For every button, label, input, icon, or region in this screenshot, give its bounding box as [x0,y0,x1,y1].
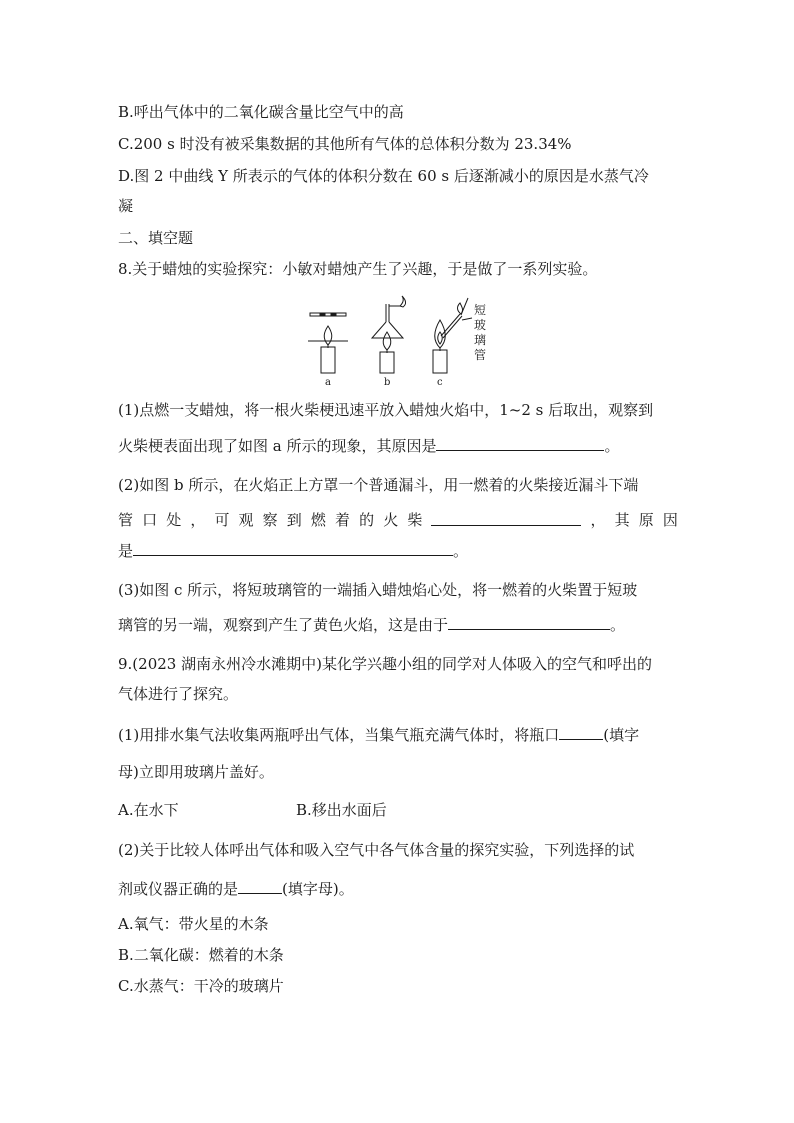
tube-label-char: 璃 [474,333,487,347]
q9-stem-line1: 9.(2023 湖南永州冷水滩期中)某化学兴趣小组的同学对人体吸入的空气和呼出的 [118,655,652,673]
candle-icon [321,347,335,373]
tube-label-char: 短 [474,303,487,317]
prev-option-b: B.呼出气体中的二氧化碳含量比空气中的高 [118,103,404,121]
figure-label-b: b [384,377,391,388]
candle-icon [433,350,447,373]
tube-label-char: 玻 [474,318,487,332]
q9-p2-line1: (2)关于比较人体呼出气体和吸入空气中各气体含量的探究实验，下列选择的试 [118,841,635,859]
candle-flame-icon [324,326,332,345]
q8-p2-line3: 是 。 [118,542,469,560]
glass-tube-icon [441,314,460,336]
q8-p1-line2: 火柴梗表面出现了如图 a 所示的现象，其原因是 。 [118,437,620,455]
q8-stem: 8.关于蜡烛的实验探究：小敏对蜡烛产生了兴趣，于是做了一系列实验。 [118,260,598,278]
q8-p2-line1: (2)如图 b 所示，在火焰正上方罩一个普通漏斗，用一燃着的火柴接近漏斗下端 [118,476,639,494]
inner-flame-icon [438,332,443,344]
q9-p1-line1: (1)用排水集气法收集两瓶呼出气体，当集气瓶充满气体时，将瓶口 (填字 [118,726,640,744]
char-mark-icon [320,313,325,316]
q9-p1-line2: 母)立即用玻璃片盖好。 [118,763,274,781]
prev-option-d-line1: D.图 2 中曲线 Y 所表示的气体的体积分数在 60 s 后逐渐减小的原因是水蒸气冷 [118,167,649,185]
q8-p2-line2: 管 口 处 ， 可 观 察 到 燃 着 的 火 柴 ， 其 原 因 [118,511,678,529]
q9-p1-option-b: B.移出水面后 [296,801,387,819]
prev-option-c: C.200 s 时没有被采集数据的其他所有气体的总体积分数为 23.34% [118,135,572,153]
tube-label-char: 管 [474,348,487,362]
answer-blank-q8-3[interactable] [448,614,610,630]
candle-flame-icon [383,332,391,350]
figure-label-c: c [437,377,443,388]
glass-tube-icon [443,316,462,338]
section-heading: 二、填空题 [118,229,194,247]
answer-blank-q8-1[interactable] [436,435,604,451]
label-leader-line [462,318,472,320]
answer-blank-q9-1[interactable] [559,724,603,740]
q8-p3-line1: (3)如图 c 所示，将短玻璃管的一端插入蜡烛焰心处，将一燃着的火柴置于短玻 [118,581,638,599]
q9-p1-options [118,800,518,820]
matchstick-above-icon [310,313,346,316]
answer-blank-q9-2[interactable] [238,878,282,894]
figure-a-group [308,313,348,373]
candle-icon [380,352,394,373]
answer-blank-q8-2a[interactable] [431,510,581,526]
answer-blank-q8-2b[interactable] [133,540,453,556]
match-flame-icon [400,296,406,307]
q9-p2-option-b: B.二氧化碳：燃着的木条 [118,946,284,964]
q9-p1-option-a: A.在水下 [118,801,179,819]
q8-p3-line2: 璃管的另一端，观察到产生了黄色火焰，这是由于 。 [118,616,626,634]
q8-p1-line1: (1)点燃一支蜡烛，将一根火柴梗迅速平放入蜡烛火焰中，1~2 s 后取出，观察到 [118,401,654,419]
q9-p2-option-a: A.氧气：带火星的木条 [118,915,269,933]
tube-flame-icon [458,303,463,314]
prev-option-d-line2: 凝 [118,197,134,215]
q9-p2-line2: 剂或仪器正确的是 (填字母)。 [118,880,354,898]
figure-label-a: a [325,377,331,388]
char-mark-icon [331,313,336,316]
q9-stem-line2: 气体进行了探究。 [118,685,239,703]
figure-c-group [433,298,472,373]
q9-p2-option-c: C.水蒸气：干冷的玻璃片 [118,977,284,995]
candle-experiment-figure [300,292,510,392]
funnel-icon [372,322,403,338]
figure-b-group [372,296,406,373]
